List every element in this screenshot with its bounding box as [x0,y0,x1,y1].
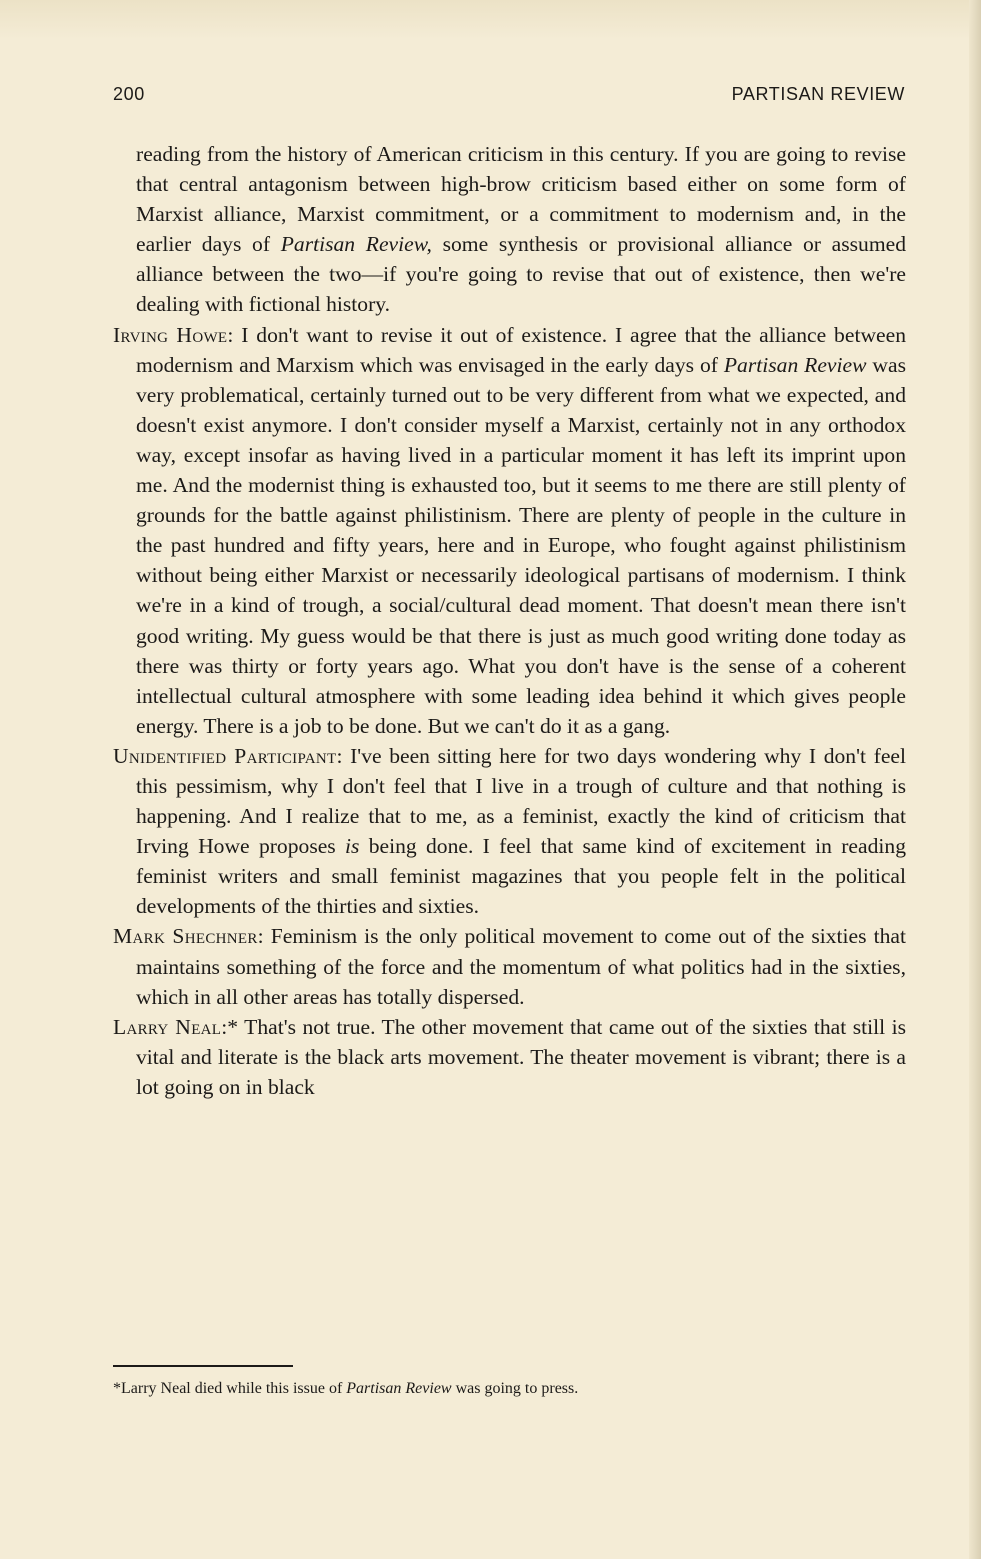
text-segment: being done. I feel that same kind of excitement in reading feminist writers and small feminist magazines that you people felt in the political developments of the thirties and sixties. [136,834,906,919]
speaker-name: Irving Howe [113,322,228,347]
footnote-rule [113,1365,293,1367]
text-segment: reading from the history of American criticism in this century. If you are going to revise that central antagonism between high-brow criticism based either on some form of Marxist alliance, Marxist commitment, or a commitment to modernism and, in the earlier days of [136,142,906,257]
page-edge-shadow [969,0,981,1559]
journal-title: Partisan Review [346,1380,452,1397]
paragraph-unidentified-participant [113,741,906,922]
text-segment: : I don't want to revise it out of existence. I agree that the alliance between modernism and Marxism which was envisaged in the early days of [136,322,906,377]
text-segment: some synthesis or provisional alliance or assumed alliance between the two—if you're going to revise that out of existence, then we're dealing with fictional history. [136,232,906,317]
paragraph-continuation [113,139,906,320]
text-segment: : I've been sitting here for two days wondering why I don't feel this pessimism, why I don't feel that I live in a trough of culture and that nothing is happening. And I realize that to me, as a feminist, exactly the kind of criticism that Irving Howe proposes [136,743,906,859]
text-segment: was very problematical, certainly turned out to be very different from what we expected, and doesn't exist anymore. I don't consider myself a Marxist, certainly not in any orthodox way, except insofar as having lived in a particular moment it has left its imprint upon me. And the modernist thing is exhausted too, but it seems to me there are still plenty of grounds for the battle against philistinism. There are plenty of people in the culture in the past hundred and fifty years, here and in Europe, who fought against philistinism without being either Marxist or necessarily ideological partisans of modernism. I think we're in a kind of trough, a social/cultural dead moment. That doesn't mean there isn't good writing. My guess would be that there is just as much good writing done today as there was thirty or forty years ago. What you don't have is the sense of a coherent intellectual cultural atmosphere with some leading idea behind it which gives people energy. There is a job to be done. But we can't do it as a gang. [136,352,906,738]
body-text [113,139,906,1102]
paragraph-mark-shechner [113,921,906,1011]
speaker-name: Mark Shechner [113,924,258,949]
emphasis: is [345,834,360,859]
speaker-name: Larry Neal [113,1014,222,1039]
journal-title: Partisan Review, [280,232,432,257]
speaker-name: Unidentified Participant [113,743,337,768]
paragraph-larry-neal [113,1012,906,1102]
text-segment: : Feminism is the only political movement to come out of the sixties that maintains something of the force and the momentum of what politics had in the sixties, which in all other areas has totally dispersed. [136,924,906,1009]
footnote [113,1378,906,1400]
text-segment: :* That's not true. The other movement that came out of the sixties that still is vital and literate is the black arts movement. The theater movement is vibrant; there is a lot going on in black [136,1014,906,1099]
page-number: 200 [113,84,145,104]
paragraph-irving-howe [113,320,906,741]
footnote-text: *Larry Neal died while this issue of [113,1380,347,1397]
footnote-text: was going to press. [451,1380,579,1397]
page-top-shade [0,0,981,40]
journal-title: Partisan Review [723,352,867,377]
page-header [113,84,905,110]
running-head: PARTISAN REVIEW [731,84,905,104]
